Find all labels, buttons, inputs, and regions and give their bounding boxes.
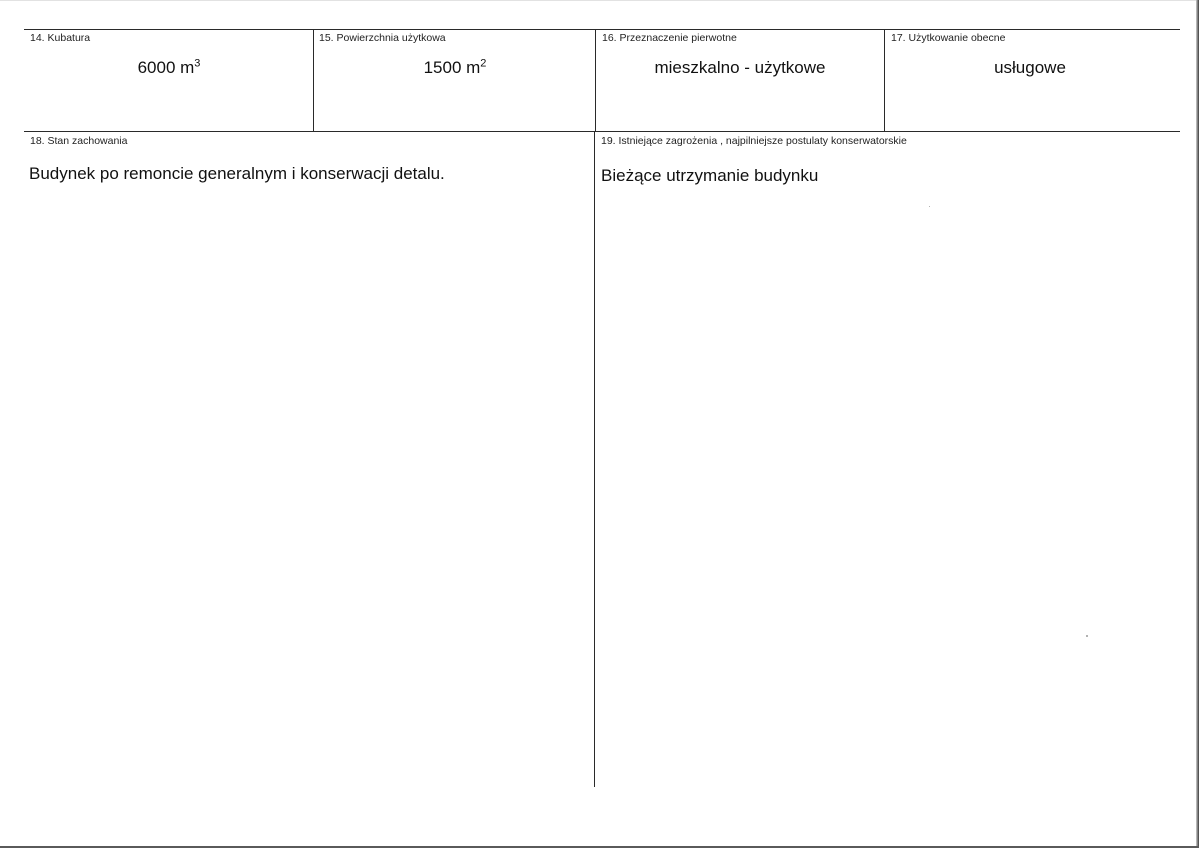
- scan-edge-top: [0, 0, 1199, 1]
- field-stan-label: 18. Stan zachowania: [30, 135, 128, 147]
- field-przeznaczenie-label: 16. Przeznaczenie pierwotne: [602, 32, 737, 44]
- divider-16-17: [884, 29, 885, 132]
- field-kubatura-label: 14. Kubatura: [30, 32, 91, 44]
- field-kubatura-value: [124, 58, 214, 78]
- field-stan-value: Budynek po remoncie generalnym i konserwacji detalu.: [29, 164, 445, 183]
- top-rule: [24, 29, 1180, 30]
- field-zagrozenia-value: Bieżące utrzymanie budynku: [601, 166, 819, 185]
- field-zagrozenia-label: 19. Istniejące zagrożenia , najpilniejsze postulaty konserwatorskie: [601, 135, 907, 147]
- field-uzytkowanie-value: usługowe: [994, 58, 1066, 77]
- kubatura-number: 6000 m: [137, 58, 195, 77]
- divider-14-15: [313, 29, 314, 132]
- kubatura-exponent: 3: [194, 57, 201, 70]
- scan-speck: [1086, 635, 1088, 637]
- powierzchnia-number: 1500 m: [423, 58, 481, 77]
- powierzchnia-exponent: 2: [480, 57, 487, 70]
- divider-15-16: [595, 29, 596, 132]
- middle-rule: [24, 131, 1180, 132]
- scan-speck: [929, 206, 930, 207]
- field-powierzchnia-value: [410, 58, 500, 78]
- field-przeznaczenie-value: mieszkalno - użytkowe: [654, 58, 826, 77]
- divider-18-19: [594, 131, 595, 787]
- field-powierzchnia-label: 15. Powierzchnia użytkowa: [319, 32, 446, 44]
- field-uzytkowanie-label: 17. Użytkowanie obecne: [891, 32, 1006, 44]
